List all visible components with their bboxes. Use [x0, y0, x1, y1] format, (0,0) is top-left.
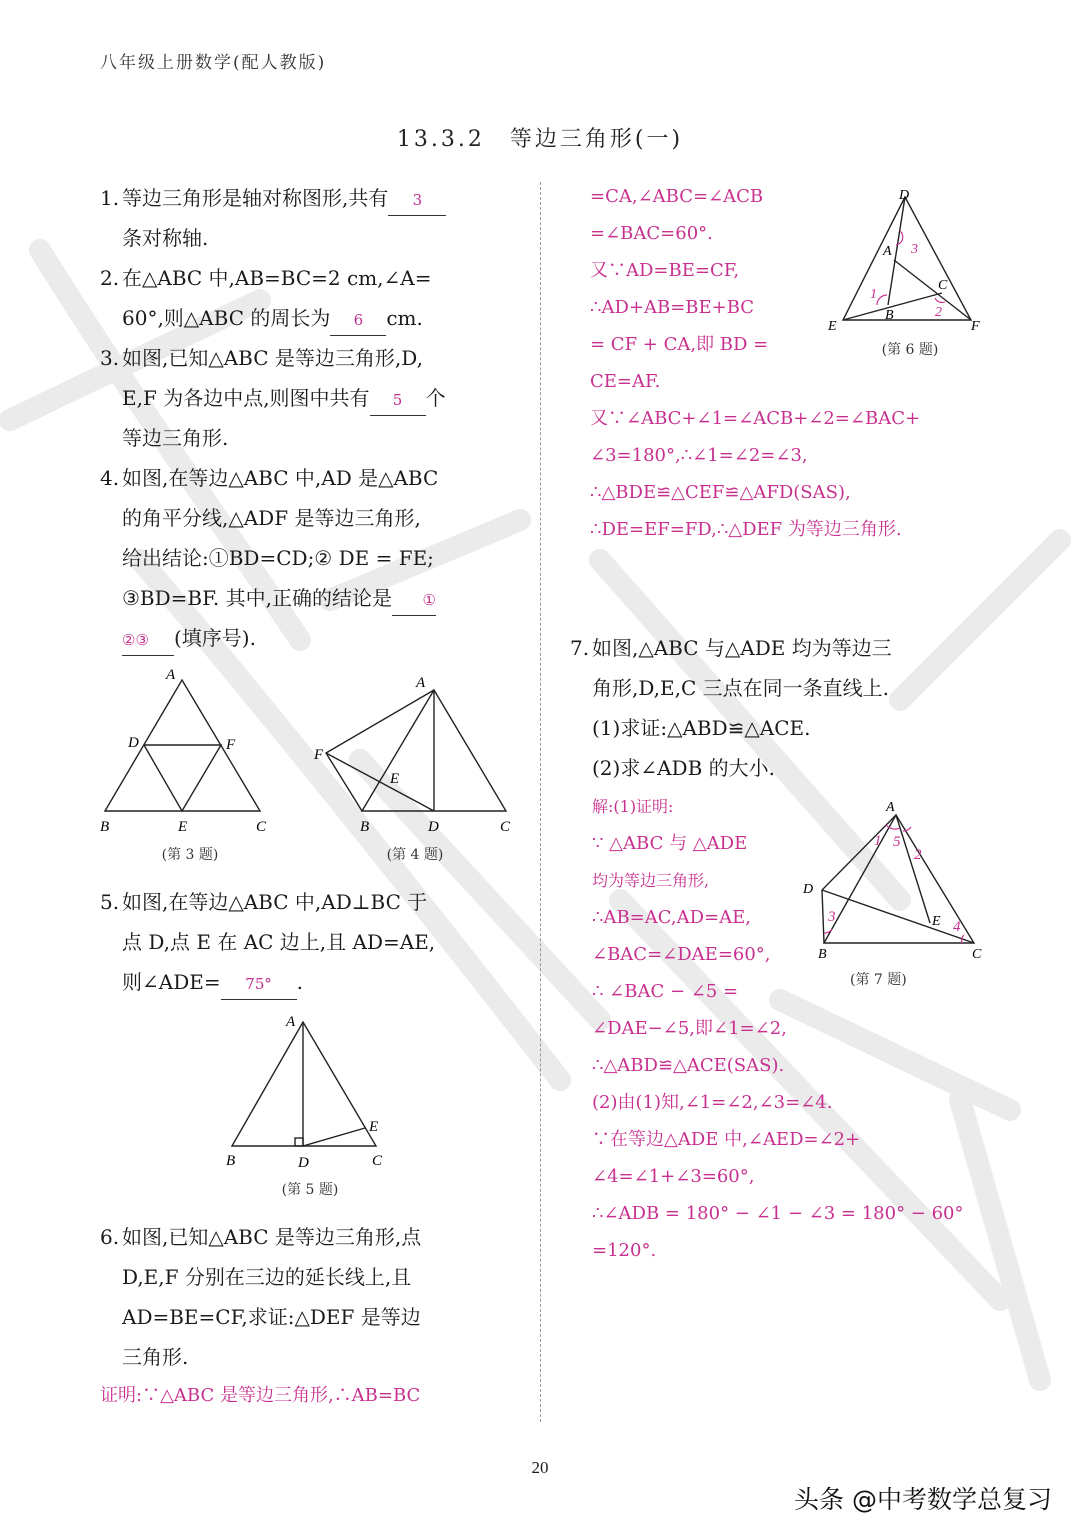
answer-blank-1: 3 — [388, 185, 446, 216]
svg-text:5: 5 — [893, 834, 901, 850]
question-4: 4. 如图,在等边△ABC 中,AD 是△ABC 的角平分线,△ADF 是等边三角形, 给出结论:①BD=CD;② DE = FE; ③BD=BF. 其中,正确的结论是 ① ②③ (填序号). — [100, 458, 520, 658]
svg-text:C: C — [256, 819, 267, 835]
svg-text:B: B — [226, 1153, 236, 1169]
svg-text:3: 3 — [911, 242, 918, 257]
svg-text:F: F — [971, 319, 980, 334]
q6-proof-line-5: = CF + CA,即 BD = — [590, 334, 769, 355]
page-number: 20 — [531, 1458, 549, 1477]
svg-text:D: D — [899, 188, 910, 203]
q6-proof-line-10: ∴DE=EF=FD,∴△DEF 为等边三角形. — [590, 519, 902, 540]
q6-proof-line-3: 又∵AD=BE=CF, — [590, 260, 740, 281]
left-column-lower — [100, 882, 520, 1002]
figure-7-caption: (第 7 题) — [850, 972, 907, 988]
answer-blank-2: 6 — [330, 305, 386, 336]
answer-blank-5: 75° — [221, 969, 297, 1000]
q6-proof-line-4: ∴AD+AB=BE+BC — [590, 297, 755, 318]
svg-text:C: C — [938, 278, 948, 293]
svg-text:C: C — [372, 1153, 383, 1169]
figure-6-caption: (第 6 题) — [881, 342, 939, 358]
q7-solution-line-5: ∴ ∠BAC − ∠5 = — [592, 981, 739, 1002]
svg-text:E: E — [932, 914, 941, 929]
svg-text:2: 2 — [914, 847, 922, 863]
figure-4-caption: (第 4 题) — [386, 847, 444, 863]
svg-text:B: B — [818, 947, 827, 962]
book-header: 八年级上册数学(配人教版) — [100, 53, 327, 73]
svg-text:C: C — [972, 947, 982, 962]
figure-6 — [825, 185, 995, 375]
question-2: 2. 在△ABC 中,AB=BC=2 cm,∠A= 60°,则△ABC 的周长为 6 cm. — [100, 258, 520, 338]
svg-text:2: 2 — [935, 305, 942, 320]
question-3: 3. 如图,已知△ABC 是等边三角形,D, E,F 为各边中点,则图中共有 5 个 等边三角形. — [100, 346, 446, 450]
svg-text:4: 4 — [953, 919, 961, 935]
figure-5-diagram — [220, 1010, 400, 1175]
figure-4 — [310, 665, 520, 875]
q6-proof-line-6: CE=AF. — [590, 371, 661, 392]
q6-proof-line-2: =∠BAC=60°. — [590, 223, 713, 244]
question-5: 5. 如图,在等边△ABC 中,AD⊥BC 于 点 D,点 E 在 AC 边上,且 AD=AE, 则∠ADE= 75° . — [100, 882, 520, 1002]
svg-text:E: E — [369, 1119, 379, 1135]
svg-text:A: A — [416, 675, 426, 691]
svg-text:A: A — [883, 244, 892, 259]
svg-text:B: B — [100, 819, 110, 835]
svg-text:B: B — [885, 308, 894, 323]
q7-solution-part2 — [592, 1084, 1002, 1269]
q7-solution-line-1: ∵ △ABC 与 △ADE — [592, 833, 748, 854]
q6-proof-line-1: =CA,∠ABC=∠ACB — [590, 186, 764, 207]
q7-solution-line-6: ∠DAE−∠5,即∠1=∠2, — [592, 1018, 787, 1039]
figure-4-diagram — [310, 665, 520, 840]
figure-7-diagram — [800, 795, 995, 965]
svg-text:3: 3 — [828, 909, 836, 925]
q7-solution-line-3: ∴AB=AC,AD=AE, — [592, 907, 751, 928]
figure-6-diagram — [825, 185, 995, 335]
left-column — [100, 178, 520, 658]
svg-text:D: D — [428, 819, 439, 835]
svg-text:E: E — [178, 819, 188, 835]
q7-solution-part1 — [592, 788, 822, 1084]
svg-text:1: 1 — [874, 833, 882, 849]
answer-blank-3: 5 — [370, 385, 426, 416]
answer-blank-4b: ②③ — [122, 625, 174, 656]
section-title: 13.3.2 等边三角形(一) — [396, 127, 684, 152]
question-6: 6. 如图,已知△ABC 是等边三角形,点 D,E,F 分别在三边的延长线上,且 AD=BE=CF,求证:△DEF 是等边 三角形. — [100, 1225, 422, 1369]
question-7: 7. 如图,△ABC 与△ADE 均为等边三 角形,D,E,C 三点在同一条直线上. (1)求证:△ABD≌△ACE. (2)求∠ADB 的大小. — [570, 636, 892, 780]
q6-proof-line-0: 证明:∵△ABC 是等边三角形,∴AB=BC — [100, 1385, 421, 1406]
column-divider — [540, 182, 541, 1422]
figure-3-caption: (第 3 题) — [161, 847, 219, 863]
svg-text:1: 1 — [870, 287, 877, 302]
figure-5-caption: (第 5 题) — [281, 1182, 339, 1198]
q7-solution-line-8: (2)由(1)知,∠1=∠2,∠3=∠4. — [592, 1092, 833, 1113]
svg-text:C: C — [500, 819, 511, 835]
svg-text:D: D — [298, 1155, 309, 1171]
figure-5 — [220, 1010, 400, 1210]
q7-solution-line-11: ∴∠ADB = 180° − ∠1 − ∠3 = 180° − 60° — [592, 1203, 964, 1224]
q7-solution-line-7: ∴△ABD≌△ACE(SAS). — [592, 1055, 785, 1076]
svg-text:E: E — [390, 771, 400, 787]
q7-solution-line-2: 均为等边三角形, — [592, 871, 710, 890]
q6-proof-line-8: ∠3=180°,∴∠1=∠2=∠3, — [590, 445, 808, 466]
svg-text:E: E — [828, 319, 837, 334]
svg-text:B: B — [360, 819, 370, 835]
svg-text:D: D — [803, 882, 814, 897]
q7-solution-line-9: ∵在等边△ADE 中,∠AED=∠2+ — [592, 1129, 861, 1150]
svg-text:A: A — [166, 667, 176, 683]
q7-solution-line-4: ∠BAC=∠DAE=60°, — [592, 944, 771, 965]
svg-text:F: F — [314, 747, 324, 763]
q6-proof-line-7: 又∵∠ABC+∠1=∠ACB+∠2=∠BAC+ — [590, 408, 921, 429]
q7-solution-line-12: =120°. — [592, 1240, 657, 1261]
question-1: 1. 等边三角形是轴对称图形,共有 3 条对称轴. — [100, 178, 520, 258]
svg-text:D: D — [128, 735, 139, 751]
source-watermark: 头条 @中考数学总复习 — [794, 1485, 1052, 1514]
figure-3 — [100, 665, 280, 875]
q7-solution-line-0: 解:(1)证明: — [592, 797, 674, 816]
svg-text:F: F — [226, 737, 236, 753]
figure-3-diagram — [100, 665, 280, 840]
svg-text:A: A — [286, 1014, 296, 1030]
answer-blank-4a: ① — [392, 585, 436, 616]
figure-7 — [800, 795, 995, 995]
q7-solution-line-10: ∠4=∠1+∠3=60°, — [592, 1166, 755, 1187]
q6-proof-line-9: ∴△BDE≌△CEF≌△AFD(SAS), — [590, 482, 851, 503]
svg-text:A: A — [886, 800, 895, 815]
left-column-bottom — [100, 1217, 520, 1414]
